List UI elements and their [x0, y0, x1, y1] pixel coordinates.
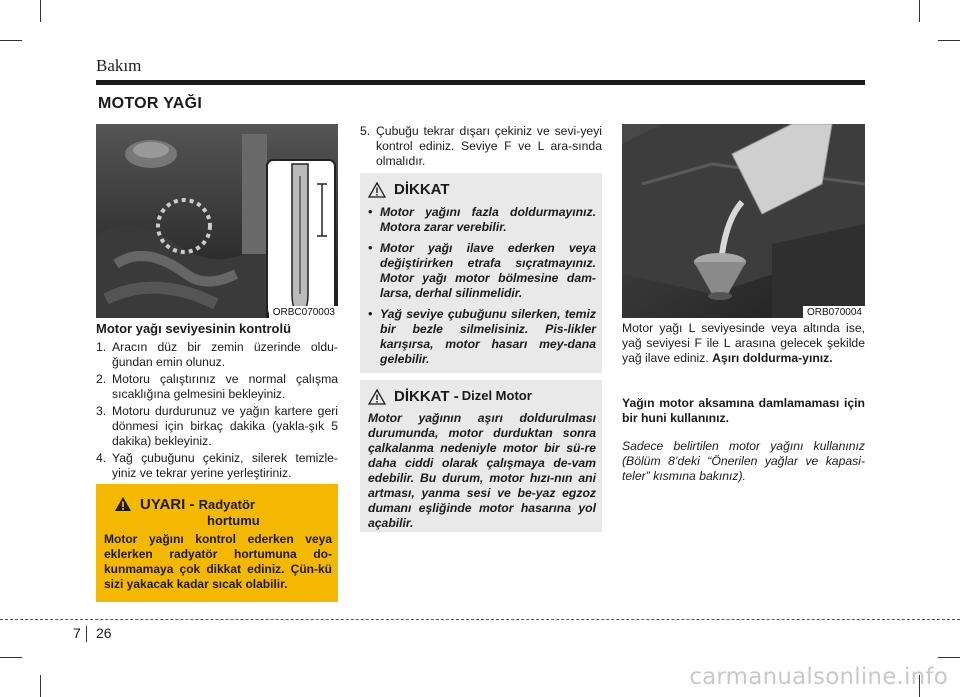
engine-dipstick-photo [96, 124, 338, 318]
list-item: • Yağ seviye çubuğunu silerken, temiz bir bezle silmelisiniz. Pis-likler karışırsa, motor hasarı mey-dana gelebilir. [368, 307, 596, 366]
watermark: carmanualsonline.info [689, 664, 948, 690]
crop-mark [938, 657, 960, 658]
caution-box-diesel [360, 380, 602, 532]
running-header: Bakım [96, 56, 142, 75]
procedure-step-5 [360, 124, 602, 171]
warning-box [96, 484, 338, 602]
funnel-note: Yağın motor aksamına damlamaması için bir huni kullanınız. [622, 396, 865, 425]
photo-caption: ORB070004 [803, 306, 865, 318]
instruction-paragraph: Motor yağı L seviyesinde veya altında ise, yağ seviyesi F ile L arasına gelecek şekilde yağ ilave ediniz. Aşırı doldurma-yınız. [622, 321, 865, 365]
caution-list [366, 205, 596, 373]
list-item: 2. Motoru çalıştırınız ve normal çalışma sıcaklığına gelmesini bekleyiniz. [96, 372, 338, 401]
section-subheading: Motor yağı seviyesinin kontrolü [96, 321, 292, 336]
crop-mark [919, 0, 920, 22]
list-item: 5. Çubuğu tekrar dışarı çekiniz ve sevi-yeyi kontrol ediniz. Seviye F ve L ara-sında olmalıdır. [360, 124, 602, 168]
list-item: 3. Motoru durdurunuz ve yağın kartere geri dönmesi için birkaç dakika (yakla-şık 5 dakika) bekleyiniz. [96, 404, 338, 448]
page-number: 26 [96, 625, 112, 641]
page-title: MOTOR YAĞI [98, 95, 203, 112]
oil-funnel-illustration [622, 124, 865, 318]
photo-caption: ORBC070003 [269, 306, 338, 318]
header-rule [96, 80, 865, 85]
crop-mark [40, 0, 41, 22]
crop-mark [0, 40, 22, 41]
warning-title: UYARI - Radyatör hortumu [114, 495, 260, 528]
warning-icon [114, 496, 132, 512]
crop-mark [40, 675, 41, 697]
crop-mark [938, 40, 960, 41]
procedure-steps [96, 340, 338, 483]
crop-mark [0, 657, 22, 658]
caution-icon [368, 182, 386, 198]
footer-rule [0, 619, 960, 620]
caution-text: Motor yağının aşırı doldurulması durumunda, motor durduktan sonra çalkalanma nedeniyle motor bir sü-re daha ciddi olarak çalışmaya de-vam edebilir. Bu durum, motor hızı-nın ani artması, yanma sesi ve be-yaz egzoz dumanı eşliğinde motor hasarına yol açabilir. [368, 411, 596, 530]
list-item: 4. Yağ çubuğunu çekiniz, silerek temizle-yiniz ve tekrar yerine yerleştiriniz. [96, 451, 338, 480]
oil-pouring-photo [622, 124, 865, 318]
chapter-number: 7 [73, 625, 81, 641]
list-item: • Motor yağı ilave ederken veya değiştirirken etrafa sıçratmayınız. Motor yağı motor bölmesine dam-larsa, derhal silinmelidir. [368, 241, 596, 300]
list-item: • Motor yağını fazla doldurmayınız. Motora zarar verebilir. [368, 205, 596, 234]
caution-icon [368, 389, 386, 405]
caution-box [360, 173, 602, 373]
caution-title: DİKKAT - Dizel Motor [368, 388, 532, 405]
list-item: 1. Aracın düz bir zemin üzerinde oldu-ğundan emin olunuz. [96, 340, 338, 369]
warning-text: Motor yağını kontrol ederken veya eklerken radyatör hortumuna do-kunmamaya çok dikkat ediniz. Çün-kü sizi yakacak kadar sıcak olabilir. [104, 532, 332, 591]
footer-separator [86, 626, 87, 642]
oil-spec-note: Sadece belirtilen motor yağını kullanınız (Bölüm 8’deki “Önerilen yağlar ve kapasi-teler” kısmına bakınız). [622, 439, 865, 483]
caution-title: DİKKAT [368, 181, 450, 198]
engine-illustration [96, 124, 338, 318]
